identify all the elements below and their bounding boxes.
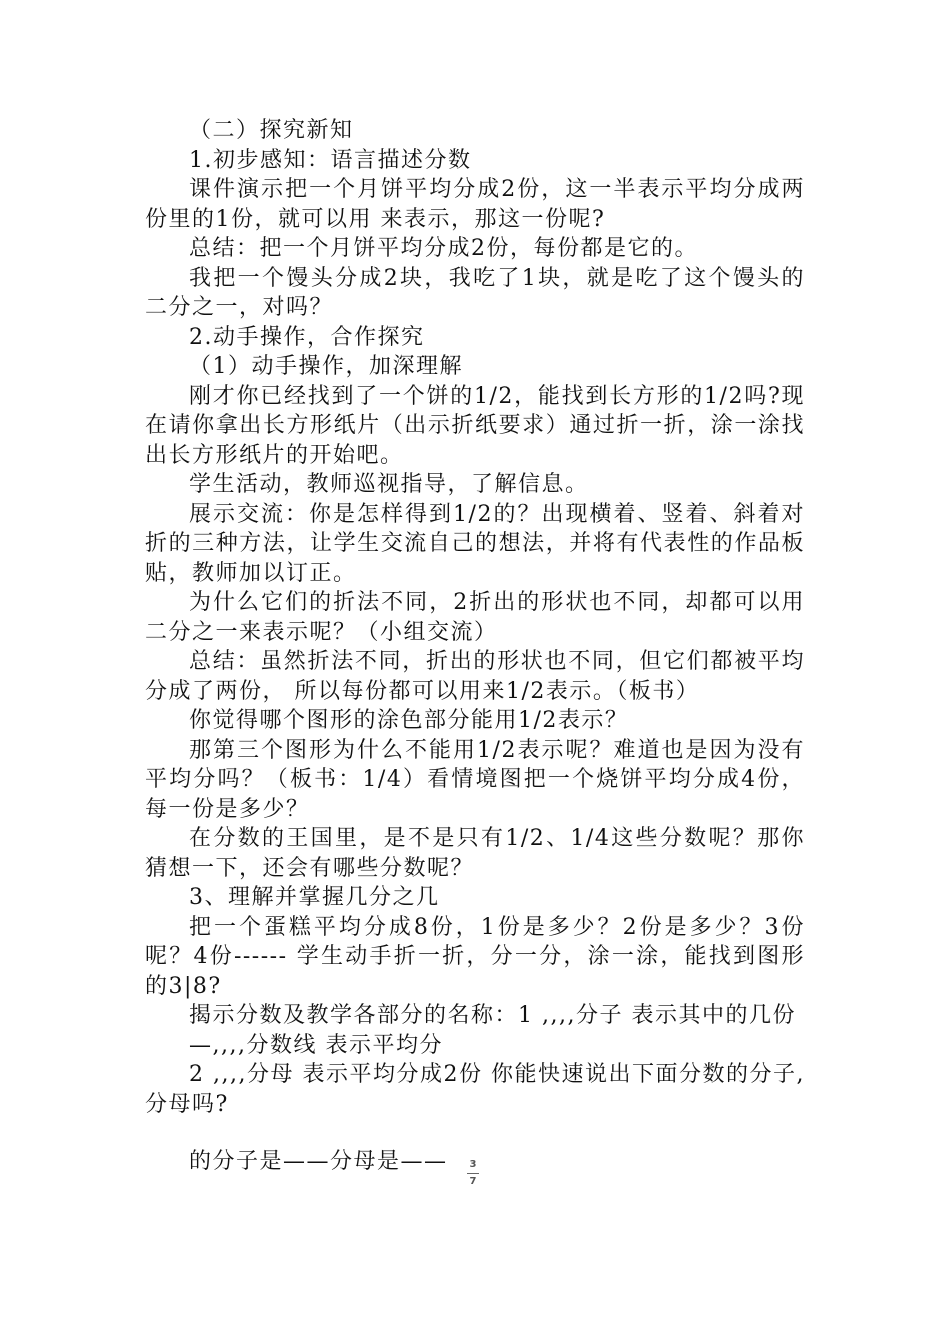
paragraph: 揭示分数及教学各部分的名称：1 ,,,,分子 表示其中的几份 <box>189 1003 796 1028</box>
paragraph: 总结：把一个月饼平均分成2份，每份都是它的。 <box>189 236 698 261</box>
paragraph: 课件演示把一个月饼平均分成2份，这一半表示平均分成两份里的1份，就可以用 来表示，那这一份呢? <box>145 177 805 232</box>
subsection-heading: 3、理解并掌握几分之几 <box>189 885 440 910</box>
paragraph: 学生活动，教师巡视指导，了解信息。 <box>189 472 589 497</box>
fraction-bar <box>467 1173 479 1174</box>
paragraph: 展示交流：你是怎样得到1/2的？出现横着、竖着、斜着对折的三种方法，让学生交流自己的想法，并将有代表性的作品板贴，教师加以订正。 <box>145 501 805 586</box>
paragraph: 我把一个馒头分成2块，我吃了1块，就是吃了这个馒头的二分之一，对吗？ <box>145 265 805 320</box>
spacer <box>145 1119 805 1147</box>
subsection-heading: （1）动手操作，加深理解 <box>189 354 463 379</box>
paragraph: 的分子是——分母是—— <box>189 1149 448 1174</box>
paragraph: 刚才你已经找到了一个饼的1/2，能找到长方形的1/2吗?现在请你拿出长方形纸片（出示折纸要求）通过折一折，涂一涂找出长方形纸片的开始吧。 <box>145 383 805 468</box>
paragraph: 2 ,,,,分母 表示平均分成2份 你能快速说出下面分数的分子,分母吗? <box>145 1062 805 1117</box>
paragraph: 总结：虽然折法不同，折出的形状也不同，但它们都被平均分成了两份， 所以每份都可以用来1/2表示。（板书） <box>145 649 805 704</box>
subsection-heading: 1.初步感知：语言描述分数 <box>189 147 472 173</box>
paragraph: 把一个蛋糕平均分成8份，1份是多少？2份是多少？3份呢？4份------ 学生动手折一折，分一分，涂一涂，能找到图形的3|8? <box>145 914 805 999</box>
paragraph: 在分数的王国里，是不是只有1/2、1/4这些分数呢？那你猜想一下，还会有哪些分数呢？ <box>145 826 805 881</box>
paragraph: 那第三个图形为什么不能用1/2表示呢？难道也是因为没有平均分吗？（板书：1/4）看情境图把一个烧饼平均分成4份，每一份是多少？ <box>145 737 805 822</box>
subsection-heading: 2.动手操作，合作探究 <box>189 324 425 350</box>
paragraph: —,,,,分数线 表示平均分 <box>189 1032 443 1058</box>
document-body <box>145 116 805 1177</box>
fraction-numerator: 3 <box>469 1159 477 1170</box>
paragraph: 为什么它们的折法不同，2折出的形状也不同，却都可以用二分之一来表示呢？（小组交流） <box>145 590 805 645</box>
section-heading: （二）探究新知 <box>189 118 354 143</box>
fraction-denominator: 7 <box>469 1176 477 1187</box>
paragraph: 你觉得哪个图形的涂色部分能用1/2表示？ <box>189 708 629 733</box>
fraction-image <box>466 1159 480 1197</box>
